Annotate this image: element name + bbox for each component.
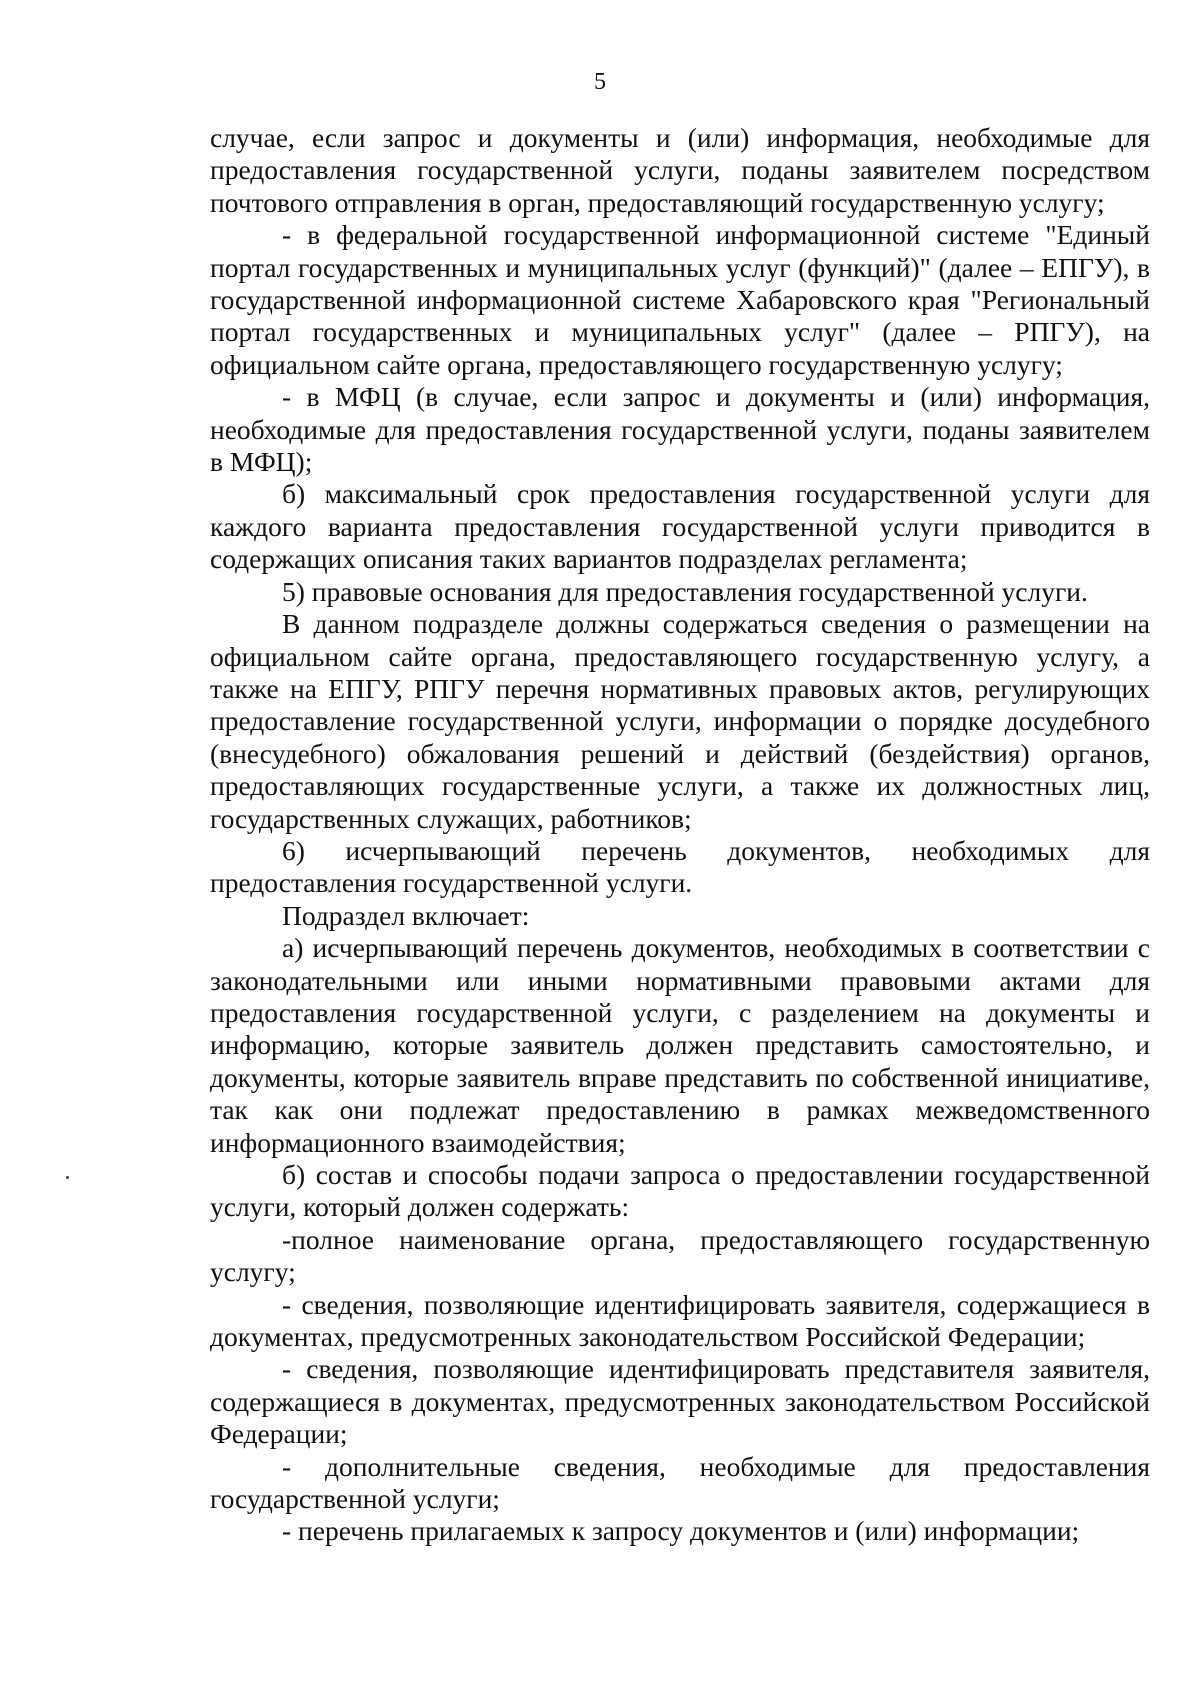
paragraph: - дополнительные сведения, необходимые для предоставления государственной услуги;: [210, 1450, 1150, 1515]
paragraph: - в МФЦ (в случае, если запрос и документы и (или) информация, необходимые для предоставления государственной услуги, поданы заявителем в МФЦ);: [210, 381, 1150, 478]
paragraph: - сведения, позволяющие идентифицировать заявителя, содержащиеся в документах, предусмотренных законодательством Российской Федерации;: [210, 1288, 1150, 1353]
paragraph: -полное наименование органа, предоставляющего государственную услугу;: [210, 1223, 1150, 1288]
paragraph: В данном подразделе должны содержаться сведения о размещении на официальном сайте органа, предоставляющего государственную услугу, а также на ЕПГУ, РПГУ перечня нормативных правовых актов, регулирующих предоставление государственной услуги, информации о порядке досудебного (внесудебного) обжалования решений и действий (бездействия) органов, предоставляющих государственные услуги, а также их должностных лиц, государственных служащих, работников;: [210, 608, 1150, 834]
paragraph: - перечень прилагаемых к запросу документов и (или) информации;: [282, 1515, 1080, 1547]
paragraph: случае, если запрос и документы и (или) информация, необходимые для предоставления государственной услуги, поданы заявителем посредством почтового отправления в орган, предоставляющий государственную услугу;: [210, 122, 1150, 218]
paragraph: - сведения, позволяющие идентифицировать представителя заявителя, содержащиеся в документах, предусмотренных законодательством Российской Федерации;: [210, 1353, 1150, 1450]
paragraph: а) исчерпывающий перечень документов, необходимых в соответствии с законодательными или иными нормативными правовыми актами для предоставления государственной услуги, с разделением на документы и информацию, которые заявитель должен представить самостоятельно, и документы, которые заявитель вправе представить по собственной инициативе, так как они подлежат предоставлению в рамках межведомственного информационного взаимодействия;: [210, 932, 1150, 1158]
paragraph: 6) исчерпывающий перечень документов, необходимых для предоставления государственной услуги.: [210, 834, 1150, 899]
paragraph: б) состав и способы подачи запроса о предоставлении государственной услуги, который должен содержать:: [210, 1159, 1150, 1223]
document-body: [210, 122, 1150, 1548]
paragraph: Подраздел включает:: [282, 899, 530, 931]
scan-speck: [66, 1176, 69, 1179]
paragraph: 5) правовые основания для предоставления государственной услуги.: [282, 575, 1088, 607]
paragraph: б) максимальный срок предоставления государственной услуги для каждого варианта предоставления государственной услуги приводится в содержащих описания таких вариантов подразделах регламента;: [210, 478, 1150, 575]
paragraph: - в федеральной государственной информационной системе "Единый портал государственных и муниципальных услуг (функций)" (далее – ЕПГУ), в государственной информационной системе Хабаровского края "Региональный портал государственных и муниципальных услуг" (далее – РПГУ), на официальном сайте органа, предоставляющего государственную услугу;: [210, 219, 1150, 380]
page-number: 5: [594, 69, 606, 95]
